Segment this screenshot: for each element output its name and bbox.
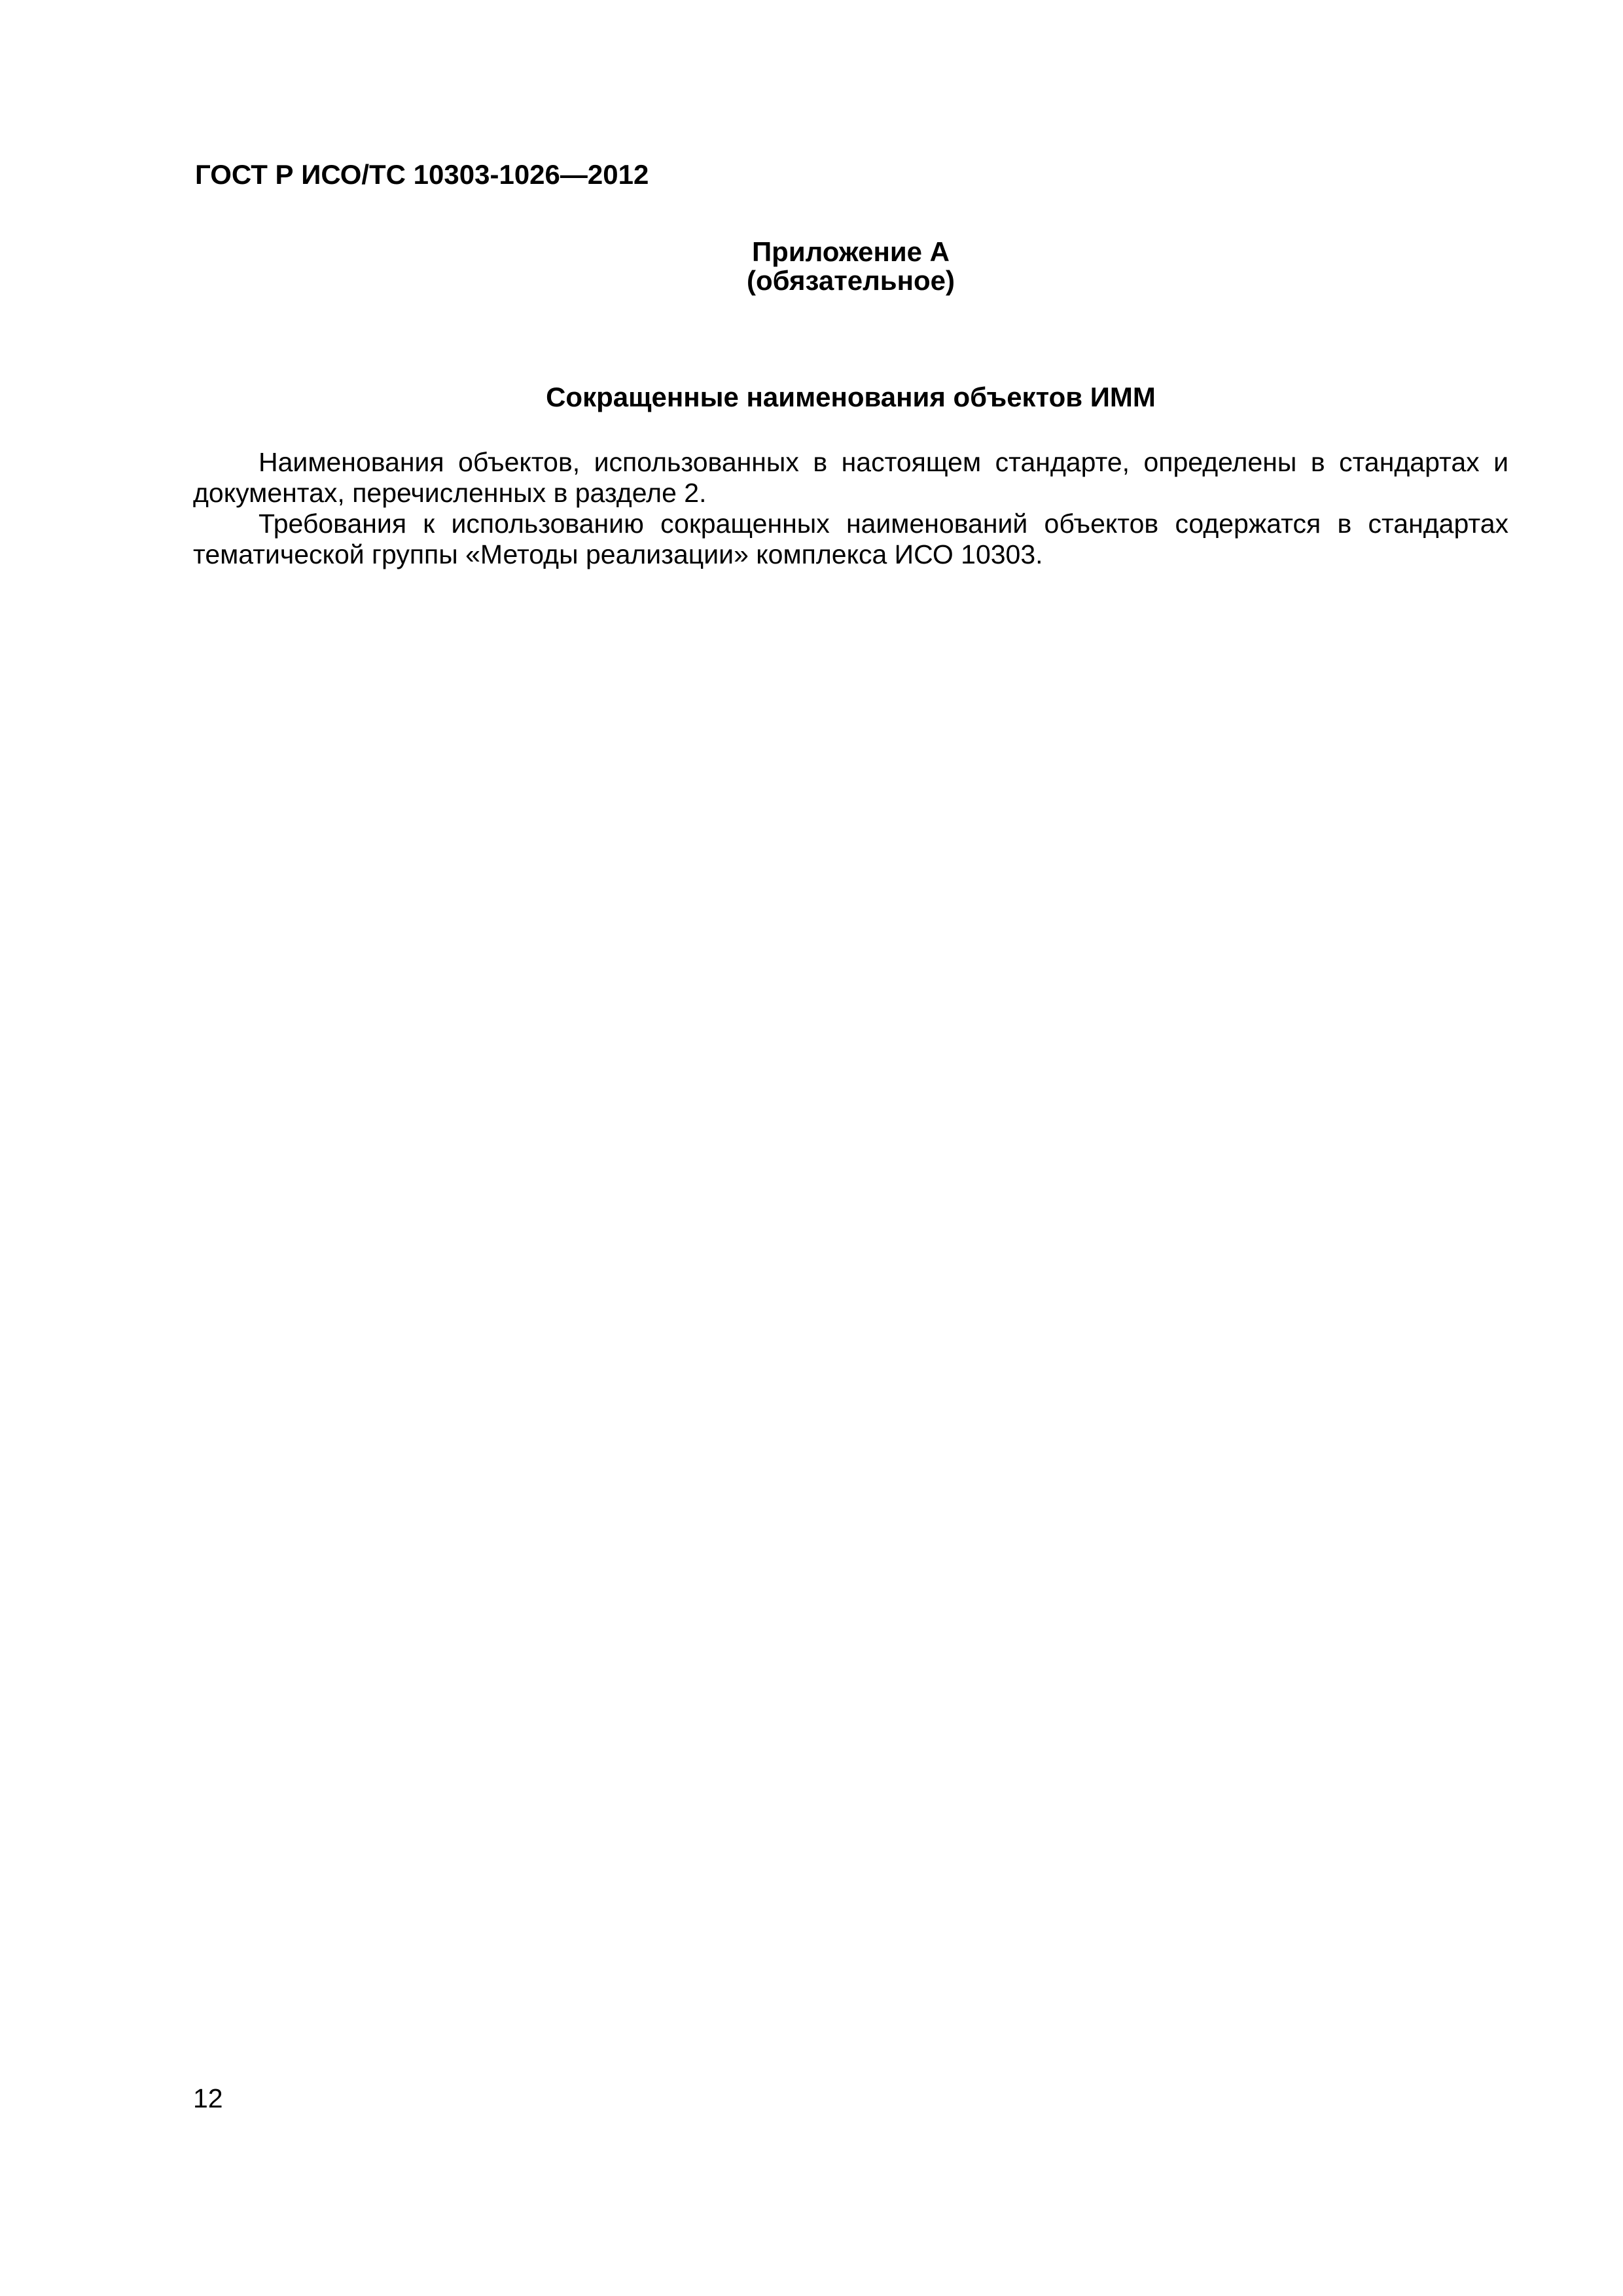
paragraph: Наименования объектов, использованных в настоящем стандарте, определены в стандартах и документах, перечисленных в разделе 2. <box>193 447 1508 508</box>
body-text <box>193 447 1508 570</box>
page-number: 12 <box>193 2083 223 2113</box>
annex-subtitle: (обязательное) <box>746 265 955 296</box>
paragraph: Требования к использованию сокращенных наименований объектов содержатся в стандартах тематической группы «Методы реализации» комплекса ИСО 10303. <box>193 509 1508 569</box>
document-standard-number: ГОСТ Р ИСО/ТС 10303-1026—2012 <box>195 159 649 190</box>
section-title: Сокращенные наименования объектов ИММ <box>546 382 1156 412</box>
annex-heading <box>193 238 1508 295</box>
annex-title: Приложение А <box>751 236 950 267</box>
